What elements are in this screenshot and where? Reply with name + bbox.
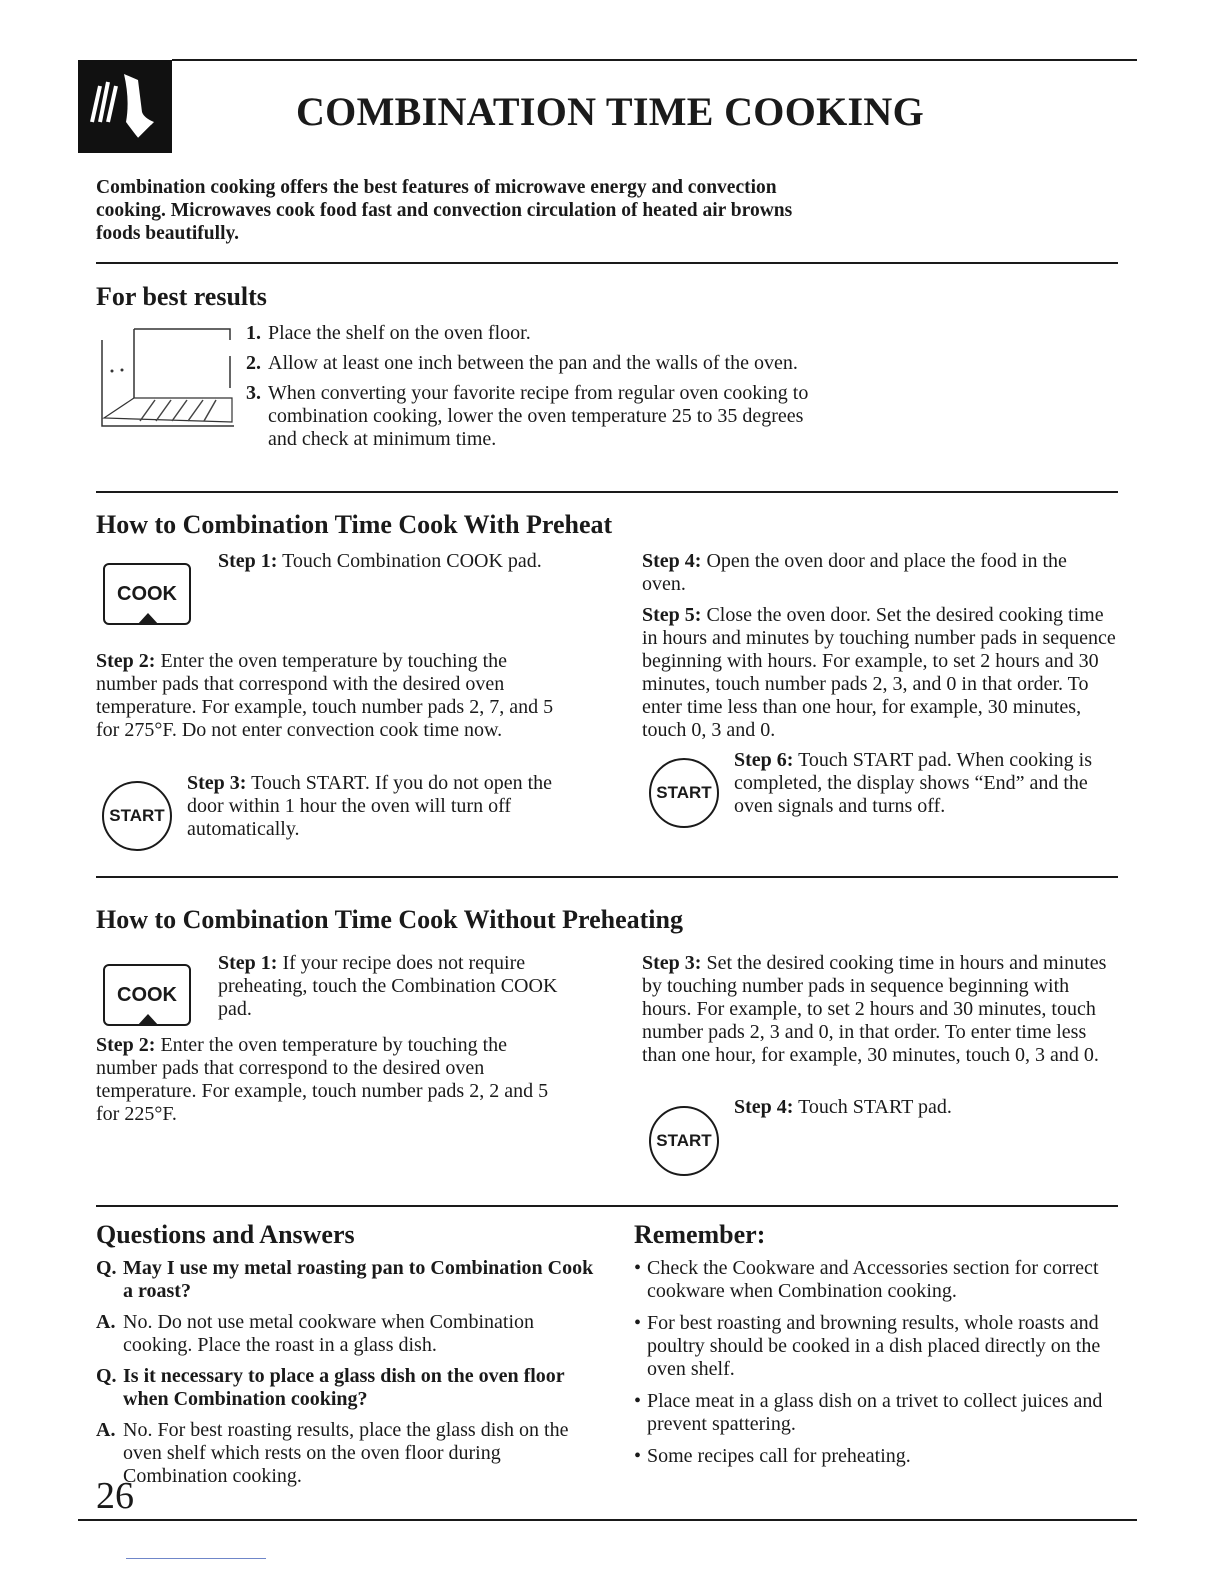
list-item: • Some recipes call for preheating.: [634, 1445, 911, 1467]
list-item: • Place meat in a glass dish on a trivet to collect juices and prevent spattering.: [634, 1390, 1103, 1435]
preheat-step-4: Step 4: Open the oven door and place the food in the oven.: [642, 550, 1067, 595]
preheat-step-1: Step 1: Touch Combination COOK pad.: [218, 550, 542, 572]
preheat-step-2: Step 2: Enter the oven temperature by touching the number pads that correspond with the desired oven temperature. For example, touch number pads 2, 7, and 5 for 275°F. Do not enter convection cook time now.: [96, 650, 554, 741]
preheat-step-6: Step 6: Touch START pad. When cooking is completed, the display shows “End” and the oven signals and turns off.: [734, 749, 1093, 817]
start-pad-icon: START: [649, 1106, 719, 1176]
no-preheat-step-3: Step 3: Set the desired cooking time in hours and minutes by touching number pads in sequence beginning with hours. For example, to set 2 hours and 30 minutes, touch number pads 2, 3 and 0, in that order. To enter time less than one hour, for example, 30 minutes, touch 0, 3 and 0.: [642, 952, 1107, 1066]
best-results-heading: For best results: [96, 282, 267, 311]
cook-pad-icon: COOK: [103, 964, 191, 1026]
no-preheat-step-4: Step 4: Touch START pad.: [734, 1096, 952, 1118]
preheat-step-5: Step 5: Close the oven door. Set the desired cooking time in hours and minutes by touching number pads in sequence beginning with hours. For example, to set 2 hours and 30 minutes, touch number pads 2, 3, and 0 in that order. To enter time less than one hour, for example, 30 minutes, touch 0, 3 and 0.: [642, 604, 1116, 741]
section-divider: [96, 1205, 1118, 1207]
start-pad-icon: START: [102, 781, 172, 851]
preheat-step-3: Step 3: Touch START. If you do not open the door within 1 hour the oven will turn off automatically.: [187, 772, 553, 840]
list-item: 3. When converting your favorite recipe from regular oven cooking to combination cooking, lower the oven temperature 25 to 35 degrees and check at minimum time.: [246, 382, 809, 450]
remember-list: [634, 1257, 1134, 1477]
question: Q. Is it necessary to place a glass dish on the oven floor when Combination cooking?: [96, 1365, 565, 1410]
page-title: COMBINATION TIME COOKING: [295, 89, 924, 134]
footer-rule: [78, 1519, 1137, 1521]
answer: A. No. For best roasting results, place the glass dish on the oven shelf which rests on the oven floor during Combination cooking.: [96, 1419, 569, 1487]
cook-pad-icon: COOK: [103, 563, 191, 625]
page-number: 26: [96, 1475, 134, 1517]
list-item: 1. Place the shelf on the oven floor.: [246, 322, 531, 344]
section-divider: [96, 876, 1118, 878]
best-results-list: [246, 322, 826, 458]
list-item: • Check the Cookware and Accessories section for correct cookware when Combination cooking.: [634, 1257, 1099, 1302]
qa-list: [96, 1257, 596, 1496]
section-divider: [96, 491, 1118, 493]
list-item: 2. Allow at least one inch between the pan and the walls of the oven.: [246, 352, 798, 374]
oven-logo-icon: [78, 60, 172, 153]
remember-heading: Remember:: [634, 1220, 766, 1249]
answer: A. No. Do not use metal cookware when Combination cooking. Place the roast in a glass dish.: [96, 1311, 535, 1356]
header-top-rule: [172, 59, 1137, 61]
intro-text: Combination cooking offers the best features of microwave energy and convection cooking. Microwaves cook food fast and convection circulation of heated air browns foods beautifully.: [96, 177, 793, 244]
oven-shelf-illustration: [100, 326, 238, 430]
footer-link-underline: [126, 1558, 266, 1559]
qa-heading: Questions and Answers: [96, 1220, 355, 1249]
start-pad-icon: START: [649, 758, 719, 828]
no-preheat-step-1: Step 1: If your recipe does not require preheating, touch the Combination COOK pad.: [218, 952, 558, 1020]
section-divider: [96, 262, 1118, 264]
no-preheat-step-2: Step 2: Enter the oven temperature by touching the number pads that correspond to the desired oven temperature. For example, touch number pads 2, 2 and 5 for 225°F.: [96, 1034, 549, 1125]
preheat-heading: How to Combination Time Cook With Preheat: [96, 510, 613, 539]
no-preheat-heading: How to Combination Time Cook Without Preheating: [96, 905, 683, 934]
list-item: • For best roasting and browning results, whole roasts and poultry should be cooked in a dish placed directly on the oven shelf.: [634, 1312, 1101, 1380]
question: Q. May I use my metal roasting pan to Combination Cook a roast?: [96, 1257, 594, 1302]
